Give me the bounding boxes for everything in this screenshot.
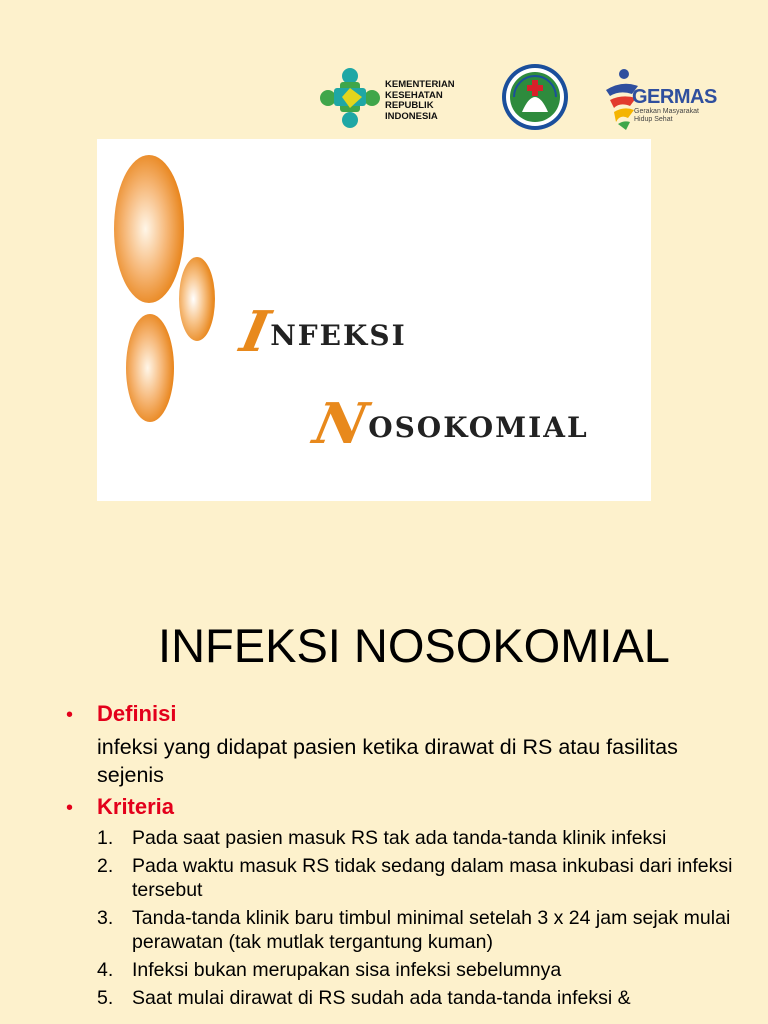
list-item: 5. Saat mulai dirawat di RS sudah ada tanda-tanda infeksi & xyxy=(97,987,631,1009)
list-item: 3. Tanda-tanda klinik baru timbul minimal setelah 3 x 24 jam sejak mulai perawatan (tak mutlak tergantung kuman) xyxy=(97,907,731,953)
list-item: 2. Pada waktu masuk RS tidak sedang dalam masa inkubasi dari infeksi tersebut xyxy=(97,855,733,901)
kriteria-label: Kriteria xyxy=(97,794,175,819)
banner-word-infeksi: INFEKSI xyxy=(234,299,407,365)
kemenkes-name: KEMENTERIAN KESEHATAN REPUBLIK INDONESIA xyxy=(385,79,455,122)
page-title: INFEKSI NOSOKOMIAL xyxy=(158,619,670,672)
title-banner-image xyxy=(97,139,651,501)
kriteria-list xyxy=(97,826,746,1010)
bullet-icon: • xyxy=(66,704,74,726)
header-logos xyxy=(318,62,728,134)
kemenkes-logo xyxy=(318,66,458,128)
definisi-bullet xyxy=(66,700,746,729)
germas-wordmark: GERMAS xyxy=(632,86,717,108)
kriteria-bullet xyxy=(66,793,746,822)
slide-content xyxy=(66,700,746,1014)
poltekkes-seal-icon xyxy=(500,62,570,132)
list-item: 1. Pada saat pasien masuk RS tak ada tanda-tanda klinik infeksi xyxy=(97,827,667,849)
germas-logo xyxy=(602,64,732,132)
banner-word-nosokomial: NOSOKOMIAL xyxy=(307,391,589,457)
definisi-text: infeksi yang didapat pasien ketika dirawat di RS atau fasilitas sejenis xyxy=(97,735,678,787)
list-item: 4. Infeksi bukan merupakan sisa infeksi sebelumnya xyxy=(97,959,562,981)
kemenkes-emblem-icon xyxy=(318,66,382,128)
germas-tagline: Gerakan Masyarakat Hidup Sehat xyxy=(634,108,699,123)
definisi-label: Definisi xyxy=(97,701,177,726)
bullet-icon: • xyxy=(66,797,74,819)
